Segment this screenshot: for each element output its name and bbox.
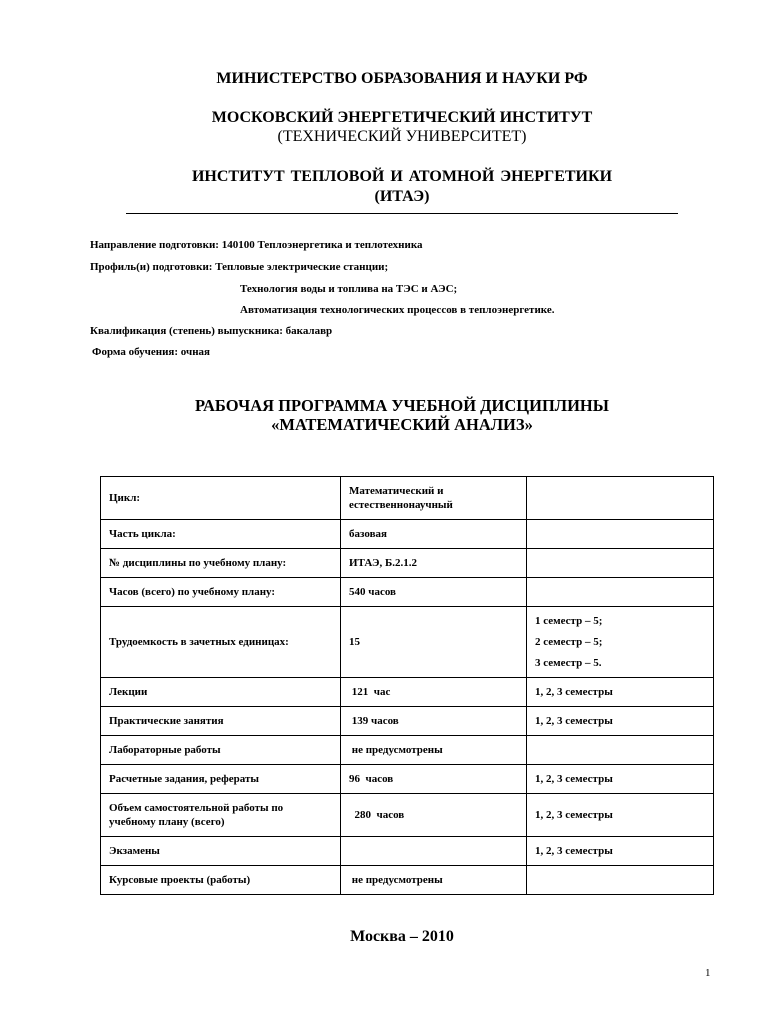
table-cell-note: 1, 2, 3 семестры [527,707,714,736]
table-cell-value: 139 часов [341,707,527,736]
table-cell-label: Цикл: [101,477,341,520]
table-cell-label: Курсовые проекты (работы) [101,866,341,895]
program-title: РАБОЧАЯ ПРОГРАММА УЧЕБНОЙ ДИСЦИПЛИНЫ [195,396,609,415]
table-cell-label: Практические занятия [101,707,341,736]
table-cell-label [101,794,341,837]
table-cell-note: 1, 2, 3 семестры [527,794,714,837]
header-divider [126,213,678,214]
table-cell-value: 15 [341,607,527,678]
table-cell-note [527,607,714,678]
university-heading: МОСКОВСКИЙ ЭНЕРГЕТИЧЕСКИЙ ИНСТИТУТ [211,109,593,126]
table-cell-label-line: Объем самостоятельной работы по [109,802,284,814]
table-row [101,837,714,866]
qualification-line: Квалификация (степень) выпускника: бакалавр [90,325,333,337]
university-subheading: (ТЕХНИЧЕСКИЙ УНИВЕРСИТЕТ) [277,128,527,145]
table-row [101,866,714,895]
table-row [101,736,714,765]
table-cell-value: ИТАЭ, Б.2.1.2 [341,549,527,578]
table-cell-note: 1, 2, 3 семестры [527,837,714,866]
table-cell-label-line: учебному плану (всего) [109,816,225,828]
table-row [101,578,714,607]
profile-line: Профиль(и) подготовки: Тепловые электрические станции; [90,261,389,273]
page-number: 1 [705,967,711,979]
table-cell-value-line: естественнонаучный [349,499,453,511]
city-year: Москва – 2010 [350,928,454,945]
table-cell-value-line: Математический и [349,485,444,497]
table-cell-label: Расчетные задания, рефераты [101,765,341,794]
table-cell-label: № дисциплины по учебному плану: [101,549,341,578]
table-cell-value [341,477,527,520]
table-cell-value: 540 часов [341,578,527,607]
table-cell-note: 1, 2, 3 семестры [527,678,714,707]
table-cell-value: 96 часов [341,765,527,794]
table-row [101,678,714,707]
table-row [101,707,714,736]
table-row [101,520,714,549]
table-cell-value: не предусмотрены [341,866,527,895]
table-cell-value: 121 час [341,678,527,707]
table-cell-label: Лекции [101,678,341,707]
table-cell-note-line: 3 семестр – 5. [535,656,602,669]
table-cell-note-line: 1 семестр – 5; [535,614,603,627]
table-cell-note [527,866,714,895]
table-cell-label: Часов (всего) по учебному плану: [101,578,341,607]
table-row [101,549,714,578]
study-form-line: Форма обучения: очная [92,346,210,358]
program-table [100,476,714,895]
table-cell-note [527,477,714,520]
table-cell-note [527,549,714,578]
table-cell-value: базовая [341,520,527,549]
table-cell-note [527,736,714,765]
ministry-heading: МИНИСТЕРСТВО ОБРАЗОВАНИЯ И НАУКИ РФ [216,70,588,87]
table-cell-note [527,520,714,549]
profile-line-3: Автоматизация технологических процессов в теплоэнергетике. [240,304,555,316]
table-cell-note: 1, 2, 3 семестры [527,765,714,794]
table-row [101,765,714,794]
table-cell-note-line: 2 семестр – 5; [535,635,603,648]
table-cell-value [341,837,527,866]
table-row [101,607,714,678]
table-row [101,477,714,520]
table-cell-label: Экзамены [101,837,341,866]
profile-line-2: Технология воды и топлива на ТЭС и АЭС; [240,283,458,295]
institute-heading: ИНСТИТУТ ТЕПЛОВОЙ И АТОМНОЙ ЭНЕРГЕТИКИ [191,168,613,185]
table-cell-label: Трудоемкость в зачетных единицах: [101,607,341,678]
table-cell-note [527,578,714,607]
table-cell-value: 280 часов [341,794,527,837]
table-cell-label: Часть цикла: [101,520,341,549]
table-cell-label: Лабораторные работы [101,736,341,765]
table-cell-value: не предусмотрены [341,736,527,765]
institute-abbreviation: (ИТАЭ) [374,188,430,205]
table-row [101,794,714,837]
discipline-title: «МАТЕМАТИЧЕСКИЙ АНАЛИЗ» [271,415,533,434]
direction-line: Направление подготовки: 140100 Теплоэнергетика и теплотехника [90,239,423,251]
